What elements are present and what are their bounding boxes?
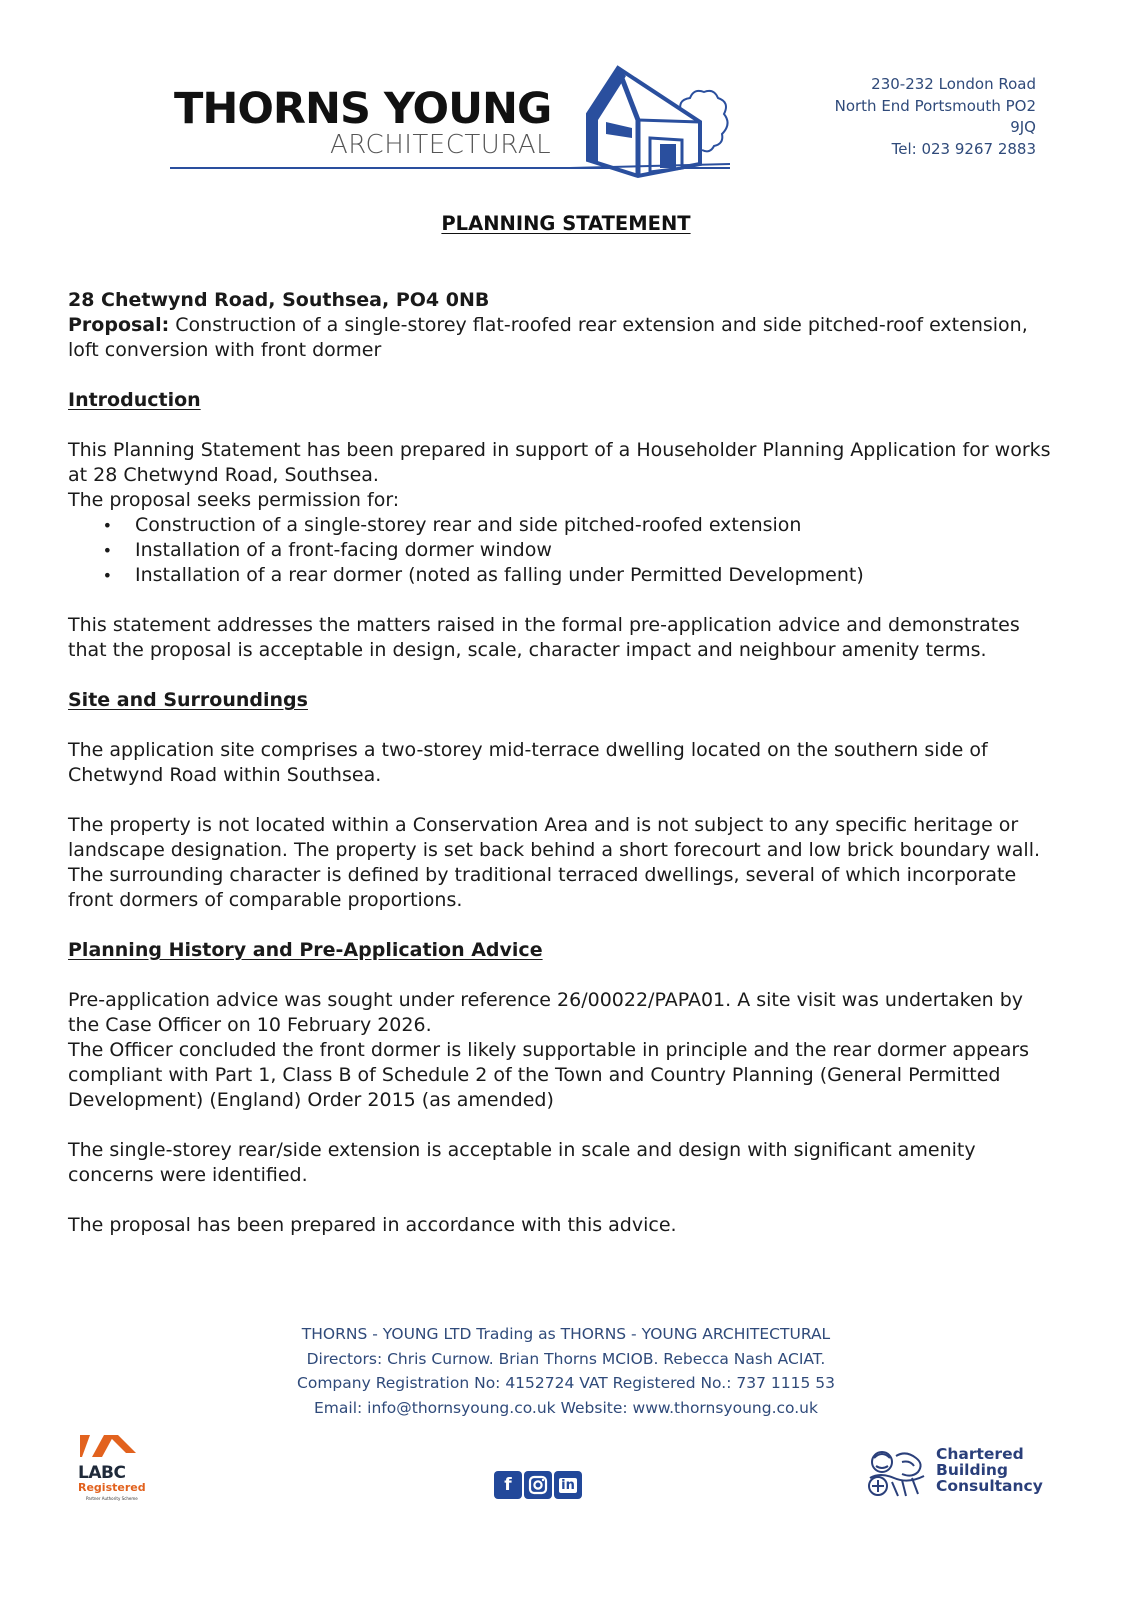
site-paragraph: The property is not located within a Conservation Area and is not subject to any specific heritage or landscape designation. The property is set back behind a short forecourt and low brick boundary wall. The surrounding character is defined by traditional terraced dwellings, several of which incorporate front dormers of comparable proportions.: [68, 814, 1041, 911]
instagram-glyph: [528, 1475, 548, 1495]
logo-sub-text: ARCHITECTURAL: [330, 130, 552, 160]
labc-registered: Registered: [78, 1481, 146, 1494]
linkedin-icon[interactable]: [554, 1471, 582, 1499]
footer-line-trading: THORNS - YOUNG LTD Trading as THORNS - YOUNG ARCHITECTURAL: [301, 1325, 831, 1343]
history-paragraph: The proposal has been prepared in accordance with this advice.: [68, 1214, 677, 1236]
chartered-building-consultancy-logo: [866, 1444, 1046, 1500]
proposal-summary: [68, 313, 1058, 363]
telephone: Tel: 023 9267 2883: [891, 139, 1036, 158]
linkedin-glyph: in: [561, 1477, 575, 1493]
labc-tagline: Partner Authority Scheme: [86, 1496, 138, 1501]
company-footer: [0, 1322, 1132, 1420]
intro-paragraph: The proposal seeks permission for:: [68, 489, 400, 511]
intro-paragraph: This Planning Statement has been prepared in support of a Householder Planning Application for works at 28 Chetwynd Road, Southsea.: [68, 439, 1051, 486]
proposal-label: Proposal:: [68, 314, 170, 336]
facebook-glyph: f: [504, 1475, 512, 1495]
address-line: 9JQ: [1010, 118, 1036, 136]
footer-line-directors: Directors: Chris Curnow. Brian Thorns MCIOB. Rebecca Nash ACIAT.: [306, 1349, 826, 1368]
section-heading-introduction: Introduction: [68, 389, 201, 411]
proposal-list: [68, 513, 1058, 588]
cbc-line: Consultancy: [936, 1477, 1043, 1495]
section-heading-site: Site and Surroundings: [68, 689, 308, 711]
instagram-icon[interactable]: [524, 1471, 552, 1499]
labc-registered-logo: [78, 1433, 148, 1503]
footer-line-registration: Company Registration No: 4152724 VAT Registered No.: 737 1115 53: [297, 1374, 835, 1392]
address-line: 230-232 London Road: [871, 75, 1036, 93]
cbc-line: Chartered: [936, 1445, 1024, 1463]
document-body: [68, 288, 1058, 1238]
proposal-text: Construction of a single-storey flat-roofed rear extension and side pitched-roof extension, loft conversion with front dormer: [68, 314, 1028, 361]
history-paragraph: Pre-application advice was sought under reference 26/00022/PAPA01. A site visit was undertaken by the Case Officer on 10 February 2026.: [68, 989, 1024, 1036]
labc-word: LABC: [78, 1463, 126, 1483]
document-title: PLANNING STATEMENT: [441, 212, 691, 235]
logo-main-text: THORNS YOUNG: [174, 84, 552, 134]
cbc-line: Building: [936, 1461, 1009, 1479]
list-item: • Installation of a rear dormer (noted as falling under Permitted Development): [135, 563, 1058, 588]
section-heading-history: Planning History and Pre-Application Advice: [68, 939, 543, 961]
company-logo: [170, 64, 740, 180]
lion-crest-icon: [866, 1448, 932, 1498]
address-line: North End Portsmouth PO2: [834, 96, 1036, 115]
list-item: • Construction of a single-storey rear and side pitched-roofed extension: [135, 513, 1058, 538]
cbc-wordmark: [936, 1446, 1043, 1494]
company-address: [835, 74, 1036, 160]
labc-roof-icon: [78, 1433, 138, 1461]
intro-paragraph: This statement addresses the matters raised in the formal pre-application advice and demonstrates that the proposal is acceptable in design, scale, character impact and neighbour amenity terms.: [68, 614, 1020, 661]
history-paragraph: The single-storey rear/side extension is acceptable in scale and design with significant amenity concerns were identified.: [68, 1139, 976, 1186]
history-paragraph: The Officer concluded the front dormer is likely supportable in principle and the rear dormer appears compliant with Part 1, Class B of Schedule 2 of the Town and Country Planning (General Permitted Development) (England) Order 2015 (as amended): [68, 1039, 1030, 1111]
site-paragraph: The application site comprises a two-storey mid-terrace dwelling located on the southern side of Chetwynd Road within Southsea.: [68, 739, 988, 786]
site-address: 28 Chetwynd Road, Southsea, PO4 0NB: [68, 289, 490, 311]
social-links: [494, 1471, 582, 1499]
house-logo-icon: [570, 64, 730, 180]
letterhead: [0, 0, 1132, 190]
footer-line-contact: Email: info@thornsyoung.co.uk Website: www.thornsyoung.co.uk: [314, 1398, 818, 1417]
facebook-icon[interactable]: [494, 1471, 522, 1499]
list-item: • Installation of a front-facing dormer window: [135, 538, 1058, 563]
